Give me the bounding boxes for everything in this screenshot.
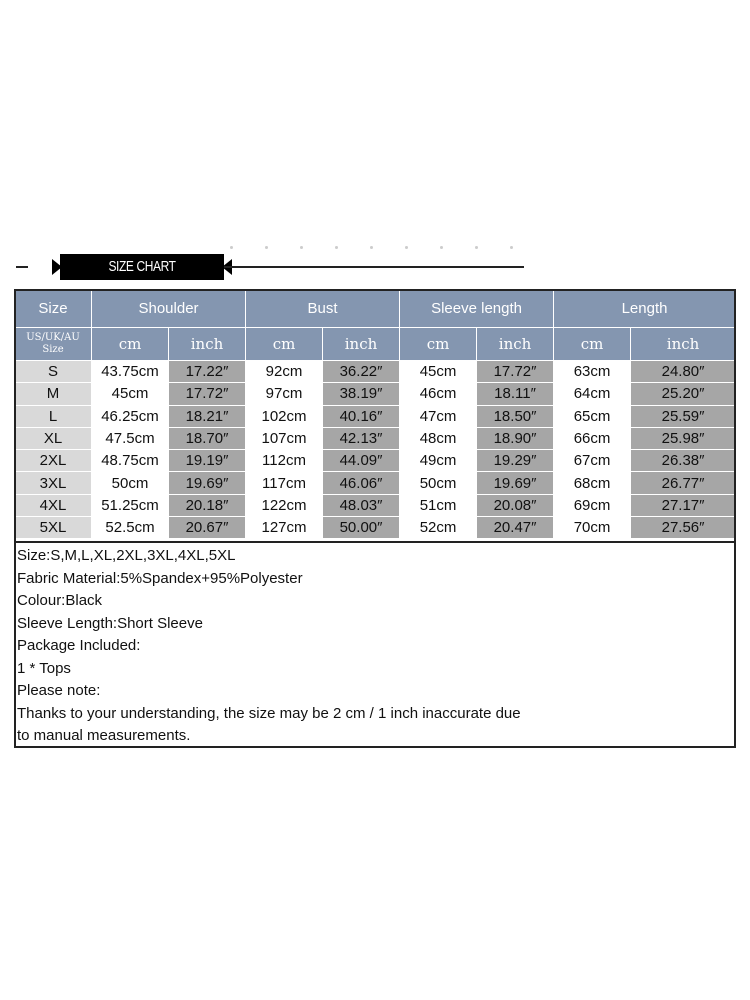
note-line: Sleeve Length:Short Sleeve — [17, 614, 203, 632]
size-header: Size — [15, 290, 92, 328]
measure-cell: 127cm — [246, 517, 323, 539]
group-header: Shoulder — [92, 290, 246, 328]
unit-header: inch — [323, 328, 400, 361]
measure-cell: 45cm — [400, 361, 477, 383]
measure-cell: 18.50″ — [477, 405, 554, 427]
measure-cell: 19.69″ — [477, 472, 554, 494]
measure-cell: 52cm — [400, 517, 477, 539]
size-chart-banner — [16, 252, 536, 282]
note-line: Colour:Black — [17, 592, 103, 609]
measure-cell: 25.98″ — [631, 427, 736, 449]
measure-cell: 50cm — [92, 472, 169, 494]
measure-cell: 51.25cm — [92, 494, 169, 516]
measure-cell: 50cm — [400, 472, 477, 494]
measure-cell: 47cm — [400, 405, 477, 427]
measure-cell: 46.25cm — [92, 405, 169, 427]
note-line: Please note: — [17, 682, 101, 699]
region-size-label: Size — [42, 344, 64, 355]
measure-cell: 63cm — [554, 361, 631, 383]
size-cell: 5XL — [15, 517, 92, 539]
measure-cell: 45cm — [92, 383, 169, 405]
unit-header: cm — [92, 328, 169, 361]
measure-cell: 64cm — [554, 383, 631, 405]
unit-header: inch — [477, 328, 554, 361]
banner-dash — [16, 266, 28, 268]
banner-badge — [52, 254, 232, 280]
measure-cell: 40.16″ — [323, 405, 400, 427]
group-header: Sleeve length — [400, 290, 554, 328]
unit-header: inch — [169, 328, 246, 361]
measure-cell: 20.08″ — [477, 494, 554, 516]
measure-cell: 92cm — [246, 361, 323, 383]
measure-cell: 24.80″ — [631, 361, 736, 383]
note-line: Fabric Material:5%Spandex+95%Polyester — [17, 569, 303, 587]
size-cell: XL — [15, 427, 92, 449]
measure-cell: 48.75cm — [92, 450, 169, 472]
size-cell: L — [15, 405, 92, 427]
measure-cell: 70cm — [554, 517, 631, 539]
size-cell: 2XL — [15, 450, 92, 472]
product-notes — [17, 545, 617, 748]
measure-cell: 20.47″ — [477, 517, 554, 539]
unit-header: cm — [400, 328, 477, 361]
measure-cell: 17.72″ — [477, 361, 554, 383]
measure-cell: 27.17″ — [631, 494, 736, 516]
measure-cell: 38.19″ — [323, 383, 400, 405]
measure-cell: 46cm — [400, 383, 477, 405]
unit-header: cm — [246, 328, 323, 361]
measure-cell: 20.67″ — [169, 517, 246, 539]
measure-cell: 18.70″ — [169, 427, 246, 449]
measure-cell: 47.5cm — [92, 427, 169, 449]
note-line: Thanks to your understanding, the size may be 2 cm / 1 inch inaccurate due — [17, 704, 521, 722]
measure-cell: 69cm — [554, 494, 631, 516]
measure-cell: 52.5cm — [92, 517, 169, 539]
measure-cell: 51cm — [400, 494, 477, 516]
measure-cell: 65cm — [554, 405, 631, 427]
measure-cell: 122cm — [246, 494, 323, 516]
measure-cell: 48cm — [400, 427, 477, 449]
note-line: to manual measurements. — [17, 727, 191, 744]
measure-cell: 43.75cm — [92, 361, 169, 383]
measure-cell: 19.69″ — [169, 472, 246, 494]
measure-cell: 19.19″ — [169, 450, 246, 472]
unit-header: cm — [554, 328, 631, 361]
measure-cell: 117cm — [246, 472, 323, 494]
measure-cell: 67cm — [554, 450, 631, 472]
measure-cell: 18.11″ — [477, 383, 554, 405]
measure-cell: 97cm — [246, 383, 323, 405]
measure-cell: 46.06″ — [323, 472, 400, 494]
note-line: Package Included: — [17, 637, 141, 654]
measure-cell: 48.03″ — [323, 494, 400, 516]
measure-cell: 44.09″ — [323, 450, 400, 472]
measure-cell: 107cm — [246, 427, 323, 449]
measure-cell: 17.72″ — [169, 383, 246, 405]
size-cell: 3XL — [15, 472, 92, 494]
measure-cell: 19.29″ — [477, 450, 554, 472]
measure-cell: 17.22″ — [169, 361, 246, 383]
measure-cell: 18.90″ — [477, 427, 554, 449]
region-label: US/UK/AU — [26, 332, 80, 343]
measure-cell: 25.59″ — [631, 405, 736, 427]
measure-cell: 27.56″ — [631, 517, 736, 539]
measure-cell: 20.18″ — [169, 494, 246, 516]
size-cell: M — [15, 383, 92, 405]
banner-rule — [224, 266, 524, 268]
measure-cell: 42.13″ — [323, 427, 400, 449]
measure-cell: 36.22″ — [323, 361, 400, 383]
measure-cell: 112cm — [246, 450, 323, 472]
decorative-dots — [230, 246, 530, 250]
unit-header: inch — [631, 328, 736, 361]
measure-cell: 50.00″ — [323, 517, 400, 539]
size-cell: 4XL — [15, 494, 92, 516]
size-cell: S — [15, 361, 92, 383]
group-header: Bust — [246, 290, 400, 328]
measure-cell: 68cm — [554, 472, 631, 494]
measure-cell: 49cm — [400, 450, 477, 472]
measure-cell: 25.20″ — [631, 383, 736, 405]
banner-title: SIZE CHART — [108, 258, 176, 275]
measure-cell: 102cm — [246, 405, 323, 427]
measure-cell: 18.21″ — [169, 405, 246, 427]
note-line: Size:S,M,L,XL,2XL,3XL,4XL,5XL — [17, 547, 236, 564]
measure-cell: 26.38″ — [631, 450, 736, 472]
measure-cell: 66cm — [554, 427, 631, 449]
group-header: Length — [554, 290, 736, 328]
measure-cell: 26.77″ — [631, 472, 736, 494]
note-line: 1 * Tops — [17, 659, 71, 677]
